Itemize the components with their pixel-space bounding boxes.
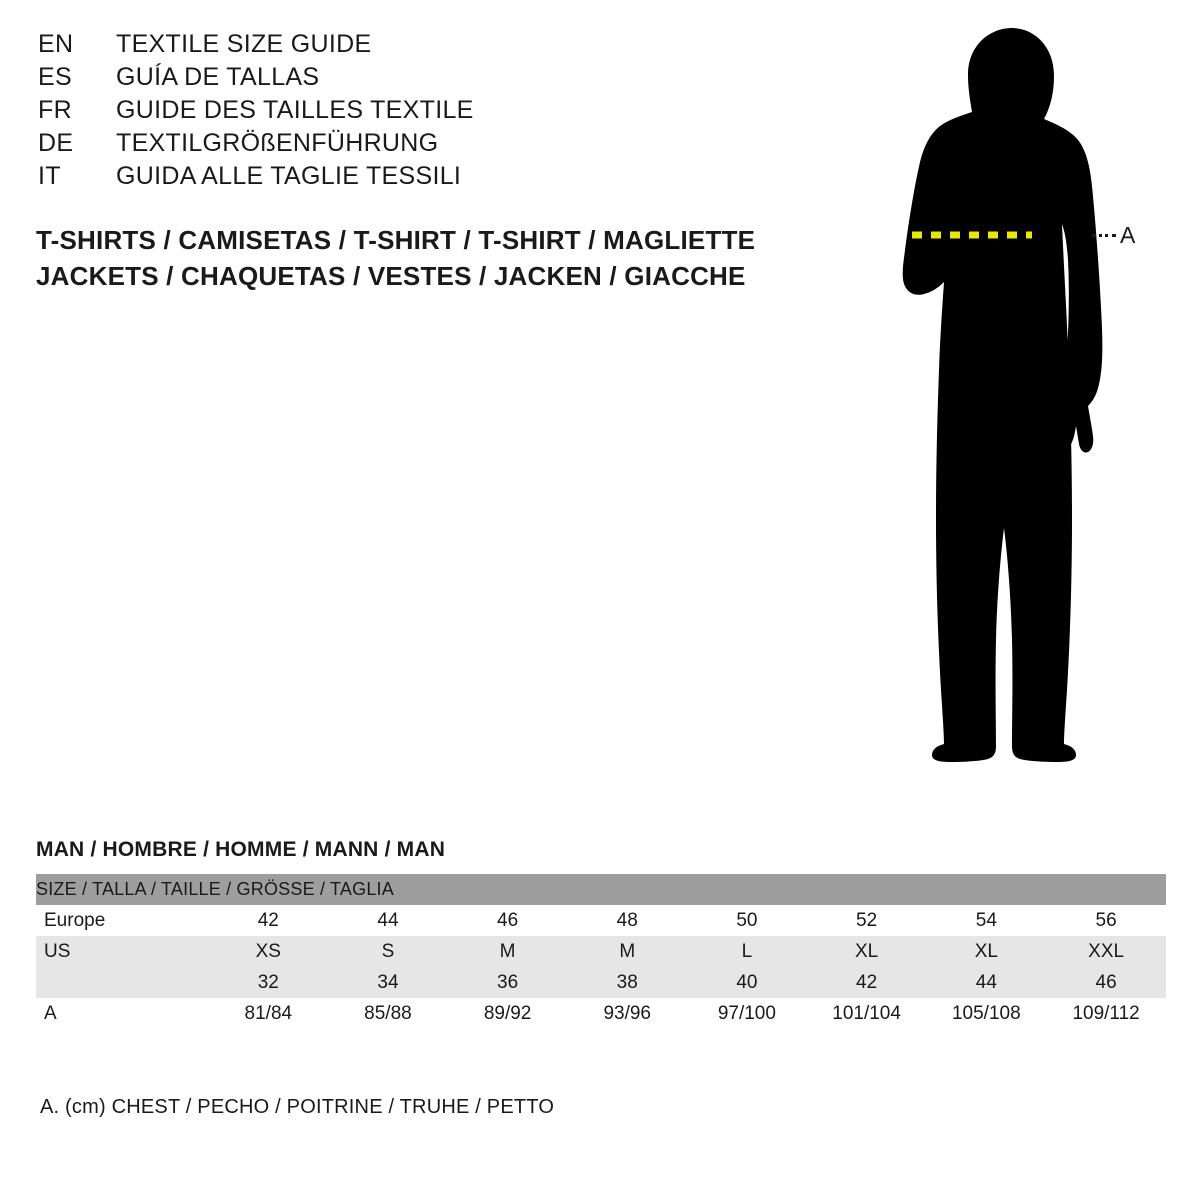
cell: 89/92 [448,998,568,1029]
row-label: US [36,936,208,967]
language-row [38,129,758,162]
cell: 54 [926,905,1046,936]
cell: XXL [1046,936,1166,967]
table-header-label: SIZE / TALLA / TAILLE / GRÖSSE / TAGLIA [36,874,1166,905]
table-row [36,967,1166,998]
language-header-block [38,30,758,195]
cell: XS [208,936,328,967]
cell: 109/112 [1046,998,1166,1029]
cell: 81/84 [208,998,328,1029]
language-code: IT [38,162,61,190]
table-footnote: A. (cm) CHEST / PECHO / POITRINE / TRUHE / PETTO [40,1096,555,1118]
language-row [38,30,758,63]
table-row [36,936,1166,967]
cell: 105/108 [926,998,1046,1029]
row-label [36,967,208,998]
language-title: GUÍA DE TALLAS [116,63,320,91]
cell: 46 [1046,967,1166,998]
language-row [38,162,758,195]
cell: 42 [208,905,328,936]
cell: XL [807,936,927,967]
cell: 40 [687,967,807,998]
cell: 44 [926,967,1046,998]
language-code: DE [38,129,74,157]
measure-leader-line [1092,234,1116,237]
cell: 42 [807,967,927,998]
cell: S [328,936,448,967]
cell: 46 [448,905,568,936]
measure-label-a: A [1120,222,1136,248]
language-code: ES [38,63,72,91]
category-tshirts: T-SHIRTS / CAMISETAS / T-SHIRT / T-SHIRT / MAGLIETTE [36,225,756,255]
language-title: GUIDA ALLE TAGLIE TESSILI [116,162,462,190]
size-table [36,874,1166,1029]
cell: M [448,936,568,967]
row-label: Europe [36,905,208,936]
language-code: EN [38,30,74,58]
cell: 38 [567,967,687,998]
cell: 34 [328,967,448,998]
cell: 101/104 [807,998,927,1029]
cell: 36 [448,967,568,998]
language-title: TEXTILGRÖßENFÜHRUNG [116,129,439,157]
cell: L [687,936,807,967]
language-row [38,96,758,129]
table-group-title: MAN / HOMBRE / HOMME / MANN / MAN [36,838,446,861]
cell: 97/100 [687,998,807,1029]
table-row [36,905,1166,936]
row-label: A [36,998,208,1029]
language-title: TEXTILE SIZE GUIDE [116,30,372,58]
language-row [38,63,758,96]
body-figure [820,20,1180,790]
language-code: FR [38,96,72,124]
cell: 93/96 [567,998,687,1029]
cell: M [567,936,687,967]
cell: 85/88 [328,998,448,1029]
category-jackets: JACKETS / CHAQUETAS / VESTES / JACKEN / GIACCHE [36,261,746,291]
table-row [36,998,1166,1029]
language-title: GUIDE DES TAILLES TEXTILE [116,96,474,124]
table-header-row [36,874,1166,905]
cell: 50 [687,905,807,936]
cell: 44 [328,905,448,936]
size-table-section [36,838,1166,1029]
cell: 56 [1046,905,1166,936]
cell: XL [926,936,1046,967]
cell: 32 [208,967,328,998]
cell: 52 [807,905,927,936]
male-silhouette-icon [820,20,1180,790]
cell: 48 [567,905,687,936]
garment-categories [36,222,796,294]
